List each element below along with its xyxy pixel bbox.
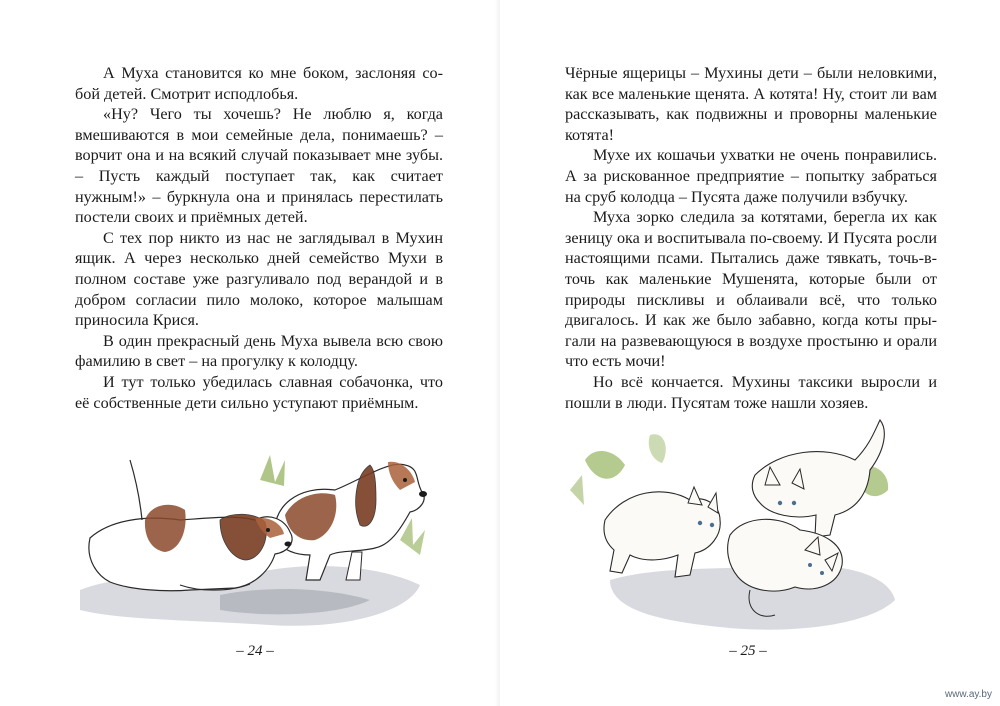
left-page-text <box>75 63 443 413</box>
page-number: – 25 – <box>729 643 767 659</box>
page-number: – 24 – <box>236 643 274 659</box>
grass <box>585 451 625 479</box>
paragraph: Муха зорко следила за котятами, берегла их как зеницу ока и воспитывала по-своему. И Пусята росли настоящими псами. Пытались даже тявкать, точь-в-точь как маленькие Мушенята, которые были от природы пискливы и облаивали всё, что только двигалось. И как же было забавно, когда коты прыгали на развевающуюся в воздухе простыню и орали что есть мочи! <box>565 208 937 371</box>
paragraph: С тех пор никто из нас не заглядывал в Мухин ящик. А через несколько дней семейство Мухи в полном составе уже разгуливало под верандой и в добром согласии пило молоко, которое малышам приносила Крися. <box>75 228 443 330</box>
grass <box>570 475 584 505</box>
kitten-left <box>604 487 720 577</box>
right-page <box>500 0 1000 706</box>
paragraph: Но всё кончается. Мухины таксики выросли и пошли в люди. Пусятам тоже нашли хозяев. <box>565 372 937 412</box>
watermark: www.ay.by <box>944 689 992 700</box>
paragraph: В один прекрасный день Муха вывела всю свою фамилию в свет – на прогулку к колодцу. <box>75 331 443 371</box>
standing-puppy <box>274 462 427 580</box>
paragraph: А Муха становится ко мне боком, заслоняя собой детей. Смотрит исподлобья. <box>75 64 443 103</box>
paragraph: Мухе их кошачьи ухватки не очень понравились. А за рискованное предприятие – попытку забраться на сруб колодца – Пусята даже получили взбучку. <box>565 146 937 206</box>
grass <box>260 455 285 486</box>
paragraph: Чёрные ящерицы – Мухины дети – были неловкими, как все маленькие щенята. А котята! Ну, стоит ли вам рассказывать, как подвижны и проворны маленькие котята! <box>565 64 937 144</box>
paragraph: И тут только убедилась славная собачонка, что её собственные дети сильно уступают приёмным. <box>75 372 443 412</box>
three-kittens-illustration <box>570 415 905 640</box>
right-page-text <box>565 63 937 413</box>
grass <box>649 434 666 463</box>
paragraph: «Ну? Чего ты хочешь? Не люблю я, когда вмешиваются в мои семейные дела, понимаешь? – ворчит она и на всякий случай показывает мне зубы. – Пусть каждый поступает так, как считает нужным!» – буркнула она и принялась перестилать постели своих и приёмных детей. <box>75 105 443 227</box>
two-puppies-illustration <box>70 420 435 635</box>
